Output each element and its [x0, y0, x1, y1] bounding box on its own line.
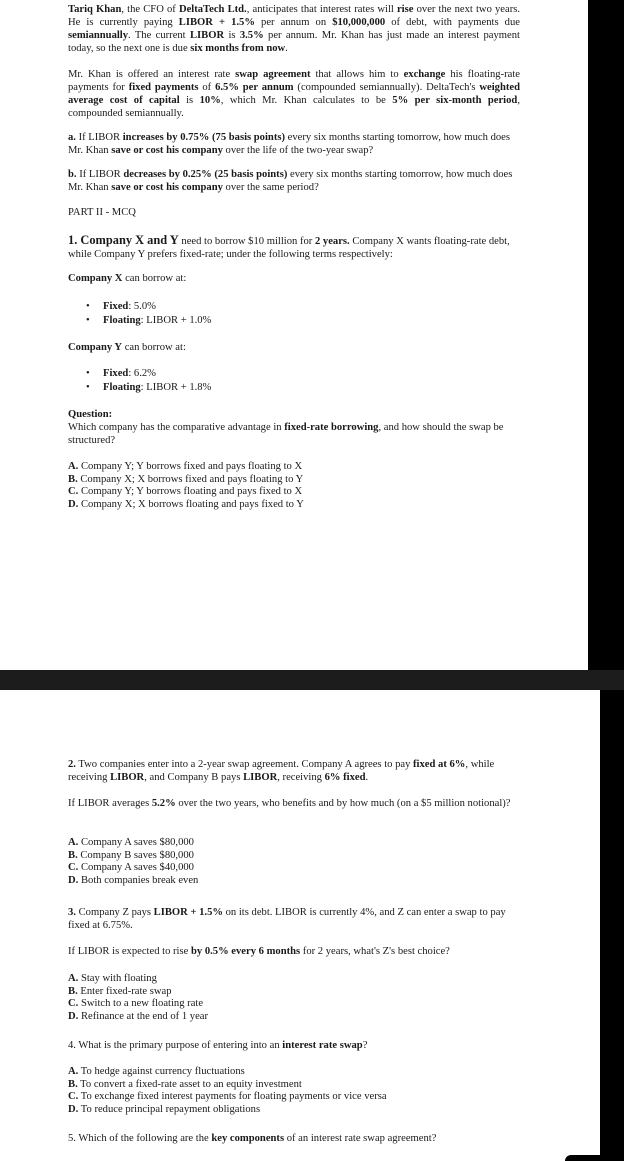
bold-text: increases by 0.75% (75 basis points): [122, 132, 285, 143]
question-1-options: [68, 461, 520, 511]
bold-text: semiannually: [68, 30, 129, 41]
bold-text: Floating: [103, 315, 141, 326]
bold-text: Fixed: [103, 301, 129, 312]
question-1-text: [68, 233, 520, 261]
answer-option: [68, 875, 520, 888]
answer-option: [68, 973, 520, 986]
bold-text: Fixed: [103, 368, 129, 379]
question-4-text: [68, 1039, 520, 1052]
question-2-text: [68, 758, 520, 784]
bold-text: C.: [68, 862, 79, 874]
text-run: ?: [362, 1040, 368, 1051]
company-y-terms: [68, 367, 520, 395]
bold-text: D.: [68, 1010, 79, 1022]
question-4: [68, 1039, 520, 1052]
text-run: : LIBOR + 1.8%: [140, 382, 212, 393]
bold-text: by 0.5% every 6 months: [190, 946, 301, 957]
text-run: To convert a fixed-rate asset to an equity investment: [77, 1078, 302, 1090]
answer-option: [68, 986, 520, 999]
company-x-list: [68, 300, 520, 328]
answer-option: [68, 837, 520, 850]
bold-text: DeltaTech Ltd.: [178, 4, 247, 15]
text-run: 4. What is the primary purpose of entering into an: [68, 1040, 283, 1051]
bold-text: C.: [68, 486, 79, 498]
question-2-subtext: [68, 797, 520, 810]
text-run: : 6.2%: [128, 368, 156, 379]
text-run: can borrow at:: [122, 342, 186, 353]
question-3-subtext: [68, 945, 520, 958]
text-run: Company X wants floating-rate debt, while Company Y prefers fixed-rate; under the following terms respectively:: [68, 236, 510, 260]
bold-text: B.: [68, 985, 78, 997]
company-x-terms: [68, 300, 520, 328]
answer-option: [68, 474, 520, 487]
text-run: his floating-rate payments for: [68, 69, 520, 93]
answer-option: [68, 1066, 520, 1079]
text-run: Company X; X borrows floating and pays fixed to Y: [78, 498, 304, 510]
text-run: Company A saves $40,000: [78, 862, 194, 874]
bold-text: B.: [68, 1078, 78, 1090]
bold-text: fixed-rate borrowing: [284, 422, 379, 433]
bold-text: b.: [68, 169, 80, 180]
case-intro: [68, 3, 520, 55]
text-run: Company Z pays: [75, 907, 154, 918]
option-list: [68, 461, 520, 511]
text-run: Refinance at the end of 1 year: [78, 1010, 209, 1022]
text-run: If LIBOR averages: [68, 798, 152, 809]
answer-option: [68, 461, 520, 474]
text-run: .: [285, 43, 288, 54]
bold-text: rise: [396, 4, 414, 15]
text-run: Company X; X borrows fixed and pays floating to Y: [77, 473, 304, 485]
question-text: [68, 421, 520, 447]
bold-text: 5% per six-month period: [392, 95, 518, 106]
text-run: . The current: [128, 30, 190, 41]
option-list: [68, 973, 520, 1023]
text-run: Mr. Khan is offered an interest rate: [68, 69, 236, 80]
bold-text: Tariq Khan: [68, 4, 122, 15]
text-run: Company Y; Y borrows fixed and pays floating to X: [78, 461, 303, 472]
text-run: : 5.0%: [128, 301, 156, 312]
bold-text: decreases by 0.25% (25 basis points): [123, 169, 288, 180]
question-3-text: [68, 906, 520, 932]
list-item: [68, 314, 520, 328]
text-run: : LIBOR + 1.0%: [140, 315, 212, 326]
bold-text: fixed payments: [128, 82, 199, 93]
text-run: Two companies enter into a 2-year swap agreement. Company A agrees to pay: [75, 759, 414, 770]
question-label: Question:: [68, 409, 113, 420]
bold-text: 3.5%: [239, 30, 264, 41]
bold-text: A.: [68, 461, 79, 472]
bold-text: D.: [68, 1103, 79, 1115]
text-run: is: [224, 30, 240, 41]
answer-option: [68, 1091, 520, 1104]
text-run: of an interest rate swap agreement?: [284, 1133, 437, 1144]
bold-text: a.: [68, 132, 79, 143]
question-b-text: [68, 168, 520, 194]
bold-text: interest rate swap: [282, 1040, 363, 1051]
question-block: [68, 408, 520, 447]
question-2: [68, 758, 520, 784]
text-run: over the next two years. He is currently paying: [68, 4, 521, 28]
bold-text: C.: [68, 1091, 79, 1103]
bold-text: 2.: [68, 759, 76, 770]
bold-text: LIBOR + 1.5%: [178, 17, 255, 28]
text-run: Both companies break even: [78, 874, 199, 886]
bold-text: A.: [68, 837, 79, 848]
bold-text: six months from now: [190, 43, 286, 54]
company-x-label: [68, 272, 520, 285]
text-run: can borrow at:: [122, 273, 187, 284]
bold-text: 10%: [199, 95, 221, 106]
page-divider: [0, 670, 624, 690]
company-y-label: [68, 341, 520, 354]
answer-option: [68, 486, 520, 499]
bold-text: C.: [68, 998, 79, 1010]
company-y-list: [68, 367, 520, 395]
question-1: [68, 233, 520, 261]
bold-text: Company Y: [68, 342, 123, 353]
bold-text: weighted average cost of capital: [68, 82, 520, 106]
question-b: [68, 168, 520, 194]
scroll-corner: [565, 1155, 600, 1161]
text-run: To hedge against currency fluctuations: [78, 1066, 245, 1077]
bold-text: A.: [68, 1066, 79, 1077]
text-run: , the CFO of: [121, 4, 179, 15]
bold-text: B.: [68, 849, 78, 861]
text-run: over the life of the two-year swap?: [222, 145, 374, 156]
question-5: [68, 1132, 520, 1145]
list-item: [68, 300, 520, 314]
question-2-options: [68, 837, 520, 887]
viewer-edge: [588, 0, 624, 670]
bold-text: key components: [211, 1133, 285, 1144]
text-run: need to borrow $10 million for: [178, 236, 315, 247]
bold-text: 6% fixed: [324, 772, 366, 783]
text-run: , and Company B pays: [144, 772, 244, 783]
page-two: [0, 690, 600, 1161]
text-run: If LIBOR: [79, 169, 124, 180]
company-x-heading: [68, 272, 520, 285]
text-run: To reduce principal repayment obligations: [78, 1103, 261, 1115]
bold-text: A.: [68, 973, 79, 984]
text-run: on its debt. LIBOR is currently 4%, and Z can enter a swap to pay fixed at 6.75%.: [68, 907, 506, 931]
bold-text: 1. Company X and Y: [68, 233, 179, 247]
bold-text: swap agreement: [235, 69, 311, 80]
bold-text: exchange: [403, 69, 446, 80]
text-run: , which Mr. Khan calculates to be: [220, 95, 393, 106]
company-y-heading: [68, 341, 520, 354]
text-run: Company A saves $80,000: [78, 837, 194, 848]
text-run: is: [179, 95, 200, 106]
text-run: over the same period?: [222, 182, 319, 193]
bold-text: fixed at 6%: [413, 759, 466, 770]
question-a-text: [68, 131, 520, 157]
option-list: [68, 1066, 520, 1116]
text-run: Stay with floating: [78, 973, 157, 984]
answer-option: [68, 998, 520, 1011]
question-4-options: [68, 1066, 520, 1116]
text-run: , and how should the swap be structured?: [68, 422, 504, 446]
bold-text: save or cost his company: [111, 145, 223, 156]
bold-text: 5.2%: [151, 798, 176, 809]
text-run: 5. Which of the following are the: [68, 1133, 212, 1144]
text-run: , anticipates that interest rates will: [246, 4, 397, 15]
bold-text: save or cost his company: [111, 182, 223, 193]
option-list: [68, 837, 520, 887]
text-run: of debt, with payments due: [385, 17, 520, 28]
answer-option: [68, 499, 520, 512]
part-heading: [68, 206, 520, 219]
intro-paragraph: [68, 3, 520, 55]
text-run: of: [198, 82, 216, 93]
text-run: every six months starting tomorrow, how much does Mr. Khan: [68, 132, 510, 156]
text-run: per annum on: [254, 17, 333, 28]
list-item: [68, 367, 520, 381]
part-title: PART II - MCQ: [68, 207, 136, 218]
text-run: that allows him to: [310, 69, 404, 80]
text-run: , while receiving: [68, 759, 495, 783]
bold-text: Floating: [103, 382, 141, 393]
text-run: Which company has the comparative advantage in: [68, 422, 285, 433]
question-3-options: [68, 973, 520, 1023]
text-run: , receiving: [277, 772, 325, 783]
bold-text: D.: [68, 874, 79, 886]
swap-offer: [68, 68, 520, 120]
bold-text: B.: [68, 473, 78, 485]
text-run: over the two years, who benefits and by how much (on a $5 million notional)?: [175, 798, 511, 809]
text-run: Switch to a new floating rate: [78, 998, 204, 1010]
answer-option: [68, 850, 520, 863]
viewer-edge-lower: [600, 690, 624, 1161]
question-2-sub: [68, 797, 520, 810]
question-5-text: [68, 1132, 520, 1145]
bold-text: D.: [68, 498, 79, 510]
text-run: If LIBOR: [78, 132, 123, 143]
bold-text: $10,000,000: [332, 17, 386, 28]
answer-option: [68, 1104, 520, 1117]
bold-text: 6.5% per annum: [215, 82, 294, 93]
bold-text: LIBOR: [243, 772, 278, 783]
text-run: Enter fixed-rate swap: [77, 985, 172, 997]
list-item: [68, 381, 520, 395]
text-run: .: [365, 772, 369, 783]
text-run: every six months starting tomorrow, how much does Mr. Khan: [68, 169, 513, 193]
text-run: (compounded semiannually). DeltaTech's: [293, 82, 480, 93]
answer-option: [68, 862, 520, 875]
text-run: To exchange fixed interest payments for floating payments or vice versa: [78, 1091, 387, 1103]
bold-text: 2 years.: [314, 236, 350, 247]
question-3: [68, 906, 520, 932]
answer-option: [68, 1079, 520, 1092]
bold-text: LIBOR: [189, 30, 225, 41]
text-run: Company Y; Y borrows floating and pays fixed to X: [78, 486, 303, 498]
bold-text: LIBOR: [110, 772, 145, 783]
offer-paragraph: [68, 68, 520, 120]
text-run: , compounded semiannually.: [68, 95, 520, 119]
answer-option: [68, 1011, 520, 1024]
text-run: If LIBOR is expected to rise: [68, 946, 191, 957]
bold-text: LIBOR + 1.5%: [153, 907, 223, 918]
text-run: Company B saves $80,000: [77, 849, 194, 861]
bold-text: 3.: [68, 907, 76, 918]
question-a: [68, 131, 520, 157]
question-3-sub: [68, 945, 520, 958]
bold-text: Company X: [68, 273, 123, 284]
text-run: for 2 years, what's Z's best choice?: [300, 946, 450, 957]
text-run: per annum. Mr. Khan has just made an interest payment today, so the next one is due: [68, 30, 520, 54]
